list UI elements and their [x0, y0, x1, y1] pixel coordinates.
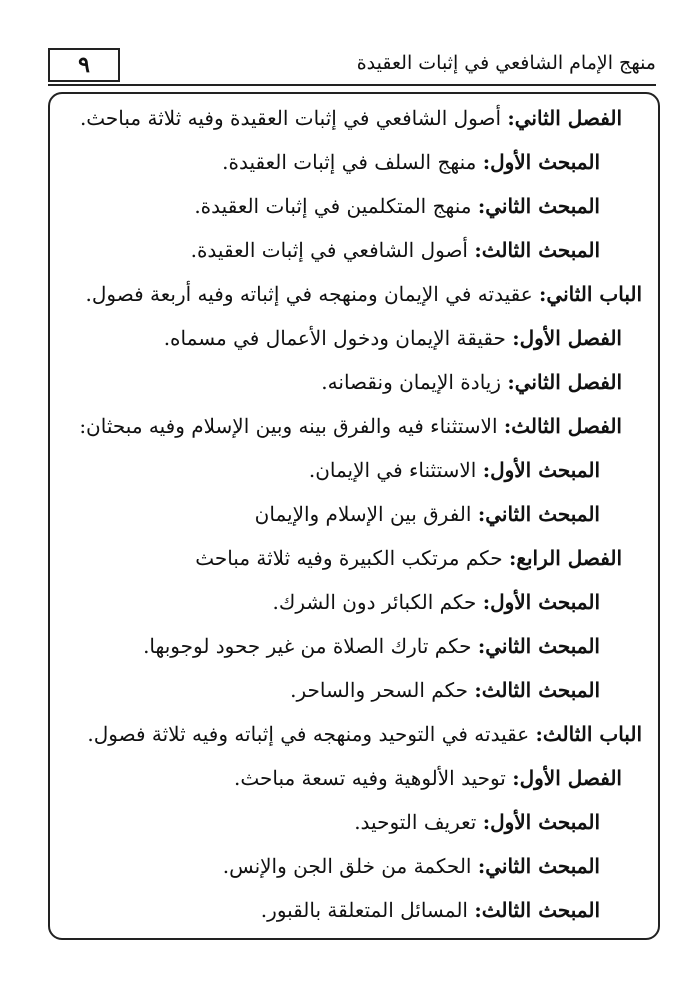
entry-text: منهج السلف في إثبات العقيدة. — [222, 150, 483, 174]
entry-text: حقيقة الإيمان ودخول الأعمال في مسماه. — [163, 326, 513, 350]
toc-entry — [79, 412, 622, 440]
entry-label: الفصل الأول: — [512, 326, 622, 350]
toc-entry — [255, 500, 600, 528]
entry-label: الفصل الثاني: — [507, 106, 622, 130]
entry-label: المبحث الأول: — [482, 590, 600, 614]
toc-entry — [309, 456, 600, 484]
toc-entry — [164, 324, 622, 352]
toc-entry — [273, 588, 601, 616]
toc-entry — [195, 544, 622, 572]
entry-text: حكم تارك الصلاة من غير جحود لوجوبها. — [143, 634, 478, 658]
toc-entry — [223, 852, 600, 880]
entry-label: الفصل الرابع: — [508, 546, 622, 570]
entry-label: الفصل الأول: — [512, 766, 622, 790]
toc-entry — [86, 280, 642, 308]
entry-text: حكم مرتكب الكبيرة وفيه ثلاثة مباحث — [195, 546, 509, 570]
entry-label: المبحث الأول: — [482, 150, 600, 174]
page-number: ٩ — [48, 48, 120, 82]
toc-entry — [194, 192, 600, 220]
entry-text: تعريف التوحيد. — [354, 810, 483, 834]
entry-label: المبحث الثاني: — [477, 194, 600, 218]
toc-entry — [143, 632, 600, 660]
toc-entry — [80, 104, 622, 132]
entry-label: الفصل الثالث: — [503, 414, 622, 438]
entry-label: المبحث الثاني: — [477, 502, 600, 526]
entry-text: الاستثناء فيه والفرق بينه وبين الإسلام وفيه مبحثان: — [79, 414, 504, 438]
entry-text: حكم الكبائر دون الشرك. — [272, 590, 483, 614]
toc-entry — [290, 676, 600, 704]
entry-label: المبحث الأول: — [482, 458, 600, 482]
toc-entry — [354, 808, 600, 836]
toc-entry — [234, 764, 622, 792]
header-rule — [48, 84, 656, 86]
entry-text: حكم السحر والساحر. — [290, 678, 475, 702]
entry-label: المبحث الأول: — [482, 810, 600, 834]
toc-entry — [87, 720, 642, 748]
entry-text: المسائل المتعلقة بالقبور. — [260, 898, 475, 922]
entry-text: أصول الشافعي في إثبات العقيدة. — [190, 238, 475, 262]
entry-label: الباب الثالث: — [535, 722, 642, 746]
entry-label: المبحث الثالث: — [474, 678, 600, 702]
page-header — [0, 0, 674, 92]
entry-text: الحكمة من خلق الجن والإنس. — [222, 854, 478, 878]
entry-text: منهج المتكلمين في إثبات العقيدة. — [194, 194, 478, 218]
entry-text: توحيد الألوهية وفيه تسعة مباحث. — [234, 766, 513, 790]
entry-label: المبحث الثالث: — [474, 898, 600, 922]
entry-label: الفصل الثاني: — [507, 370, 622, 394]
entry-text: عقيدته في التوحيد ومنهجه في إثباته وفيه ثلاثة فصول. — [87, 722, 536, 746]
book-title: منهج الإمام الشافعي في إثبات العقيدة — [356, 52, 656, 74]
entry-label: المبحث الثالث: — [474, 238, 600, 262]
entry-text: الفرق بين الإسلام والإيمان — [254, 502, 478, 526]
toc-entry — [261, 896, 600, 924]
toc-entry — [222, 148, 600, 176]
entry-text: عقيدته في الإيمان ومنهجه في إثباته وفيه أربعة فصول. — [85, 282, 540, 306]
entry-text: أصول الشافعي في إثبات العقيدة وفيه ثلاثة مباحث. — [79, 106, 508, 130]
entry-text: زيادة الإيمان ونقصانه. — [321, 370, 508, 394]
entry-label: المبحث الثاني: — [477, 634, 600, 658]
toc-entry — [191, 236, 600, 264]
toc-entry — [321, 368, 622, 396]
entry-label: المبحث الثاني: — [477, 854, 600, 878]
entry-text: الاستثناء في الإيمان. — [308, 458, 483, 482]
entry-label: الباب الثاني: — [539, 282, 642, 306]
